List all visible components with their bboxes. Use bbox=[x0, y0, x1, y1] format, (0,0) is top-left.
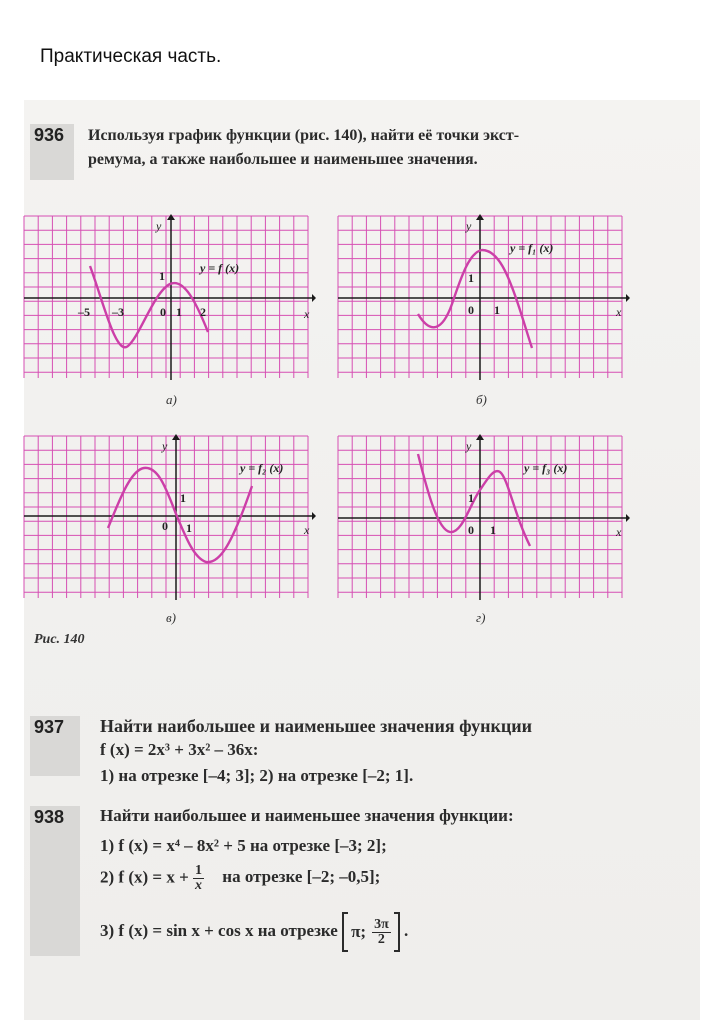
problem-line: Найти наибольшее и наименьшее значения функции: bbox=[100, 806, 514, 825]
x-axis-arrow bbox=[312, 512, 316, 520]
x-label: x bbox=[616, 525, 622, 539]
curve bbox=[418, 250, 532, 348]
right-bracket bbox=[394, 912, 400, 952]
graph-g-caption: г) bbox=[476, 610, 486, 625]
item-3-tail: . bbox=[404, 920, 409, 940]
x-axis-arrow bbox=[626, 294, 630, 302]
problem-number: 936 bbox=[30, 124, 74, 180]
fraction-denominator: x bbox=[195, 878, 203, 893]
tick-label: 2 bbox=[200, 305, 206, 319]
x-axis-arrow bbox=[626, 514, 630, 522]
problem-number: 938 bbox=[30, 806, 80, 956]
graph-g bbox=[338, 434, 630, 600]
tick-label: 1 bbox=[468, 271, 474, 285]
graph-v-caption: в) bbox=[166, 610, 176, 625]
tick-label: 1 bbox=[490, 523, 496, 537]
tick-label: –3 bbox=[112, 305, 124, 319]
curve bbox=[418, 454, 530, 546]
y-label: y bbox=[156, 219, 162, 233]
tick-label: 0 bbox=[468, 523, 474, 537]
graph-a-caption: а) bbox=[166, 392, 177, 407]
fraction bbox=[193, 864, 204, 893]
function-label: y = f (x) bbox=[200, 261, 240, 275]
graph-a-svg bbox=[24, 214, 316, 380]
tick-label: 1 bbox=[186, 521, 192, 535]
problem-line: Найти наибольшее и наименьшее значения функции bbox=[100, 716, 532, 736]
graph-v-svg bbox=[24, 434, 316, 600]
item-3 bbox=[100, 912, 408, 952]
tick-label: 0 bbox=[468, 303, 474, 317]
y-axis-arrow bbox=[476, 434, 484, 440]
item-2-tail: на отрезке [–2; –0,5]; bbox=[222, 867, 381, 887]
fraction bbox=[372, 918, 391, 947]
y-axis-arrow bbox=[172, 434, 180, 440]
tick-label: 1 bbox=[494, 303, 500, 317]
fraction-numerator: 3π bbox=[374, 916, 389, 932]
problem-text bbox=[88, 124, 678, 172]
problem-line: Используя график функции (рис. 140), найти её точки экст- bbox=[88, 127, 520, 144]
problem-line: ремума, а также наибольшее и наименьшее значения. bbox=[88, 151, 478, 168]
curve bbox=[90, 266, 208, 347]
figure-caption: Рис. 140 bbox=[34, 632, 85, 647]
x-axis-arrow bbox=[312, 294, 316, 302]
page-heading: Практическая часть. bbox=[40, 46, 222, 67]
interval-start: π; bbox=[351, 922, 367, 941]
fraction-denominator: 2 bbox=[377, 931, 385, 947]
problem-items: 1) на отрезке [–4; 3]; 2) на отрезке [–2; 1]. bbox=[100, 766, 414, 785]
y-axis-arrow bbox=[167, 214, 175, 220]
y-label: y bbox=[162, 439, 168, 453]
x-label: x bbox=[616, 305, 622, 319]
item-1: 1) f (x) = x⁴ – 8x² + 5 на отрезке [–3; 2]; bbox=[100, 836, 387, 855]
y-label: y bbox=[466, 219, 472, 233]
x-label: x bbox=[304, 523, 310, 537]
graph-b-svg bbox=[338, 214, 630, 380]
tick-label: 1 bbox=[159, 269, 165, 283]
tick-label: 0 bbox=[162, 519, 168, 533]
graph-g-svg bbox=[338, 434, 630, 600]
x-label: x bbox=[304, 307, 310, 321]
item-2 bbox=[100, 864, 380, 893]
tick-label: 1 bbox=[468, 491, 474, 505]
interval bbox=[342, 912, 400, 952]
graph-v bbox=[24, 434, 316, 600]
tick-label: 0 bbox=[160, 305, 166, 319]
left-bracket bbox=[342, 912, 348, 952]
y-label: y bbox=[466, 439, 472, 453]
graph-b-caption: б) bbox=[476, 392, 487, 407]
problem-number: 937 bbox=[30, 716, 80, 776]
function-label: y = f₁ (x) bbox=[510, 241, 554, 255]
y-axis-arrow bbox=[476, 214, 484, 220]
item-3-lead: 3) f (x) = sin x + cos x на отрезке bbox=[100, 920, 338, 940]
tick-label: –5 bbox=[78, 305, 90, 319]
tick-label: 1 bbox=[180, 491, 186, 505]
tick-label: 1 bbox=[176, 305, 182, 319]
item-2-lead: 2) f (x) = x + bbox=[100, 867, 189, 887]
grid bbox=[24, 216, 308, 378]
function-label: y = f₂ (x) bbox=[240, 461, 284, 475]
graph-b bbox=[338, 214, 630, 380]
fraction-numerator: 1 bbox=[195, 863, 203, 878]
function-definition: f (x) = 2x³ + 3x² – 36x: bbox=[100, 740, 259, 759]
graph-a bbox=[24, 214, 316, 380]
function-label: y = f₃ (x) bbox=[524, 461, 568, 475]
